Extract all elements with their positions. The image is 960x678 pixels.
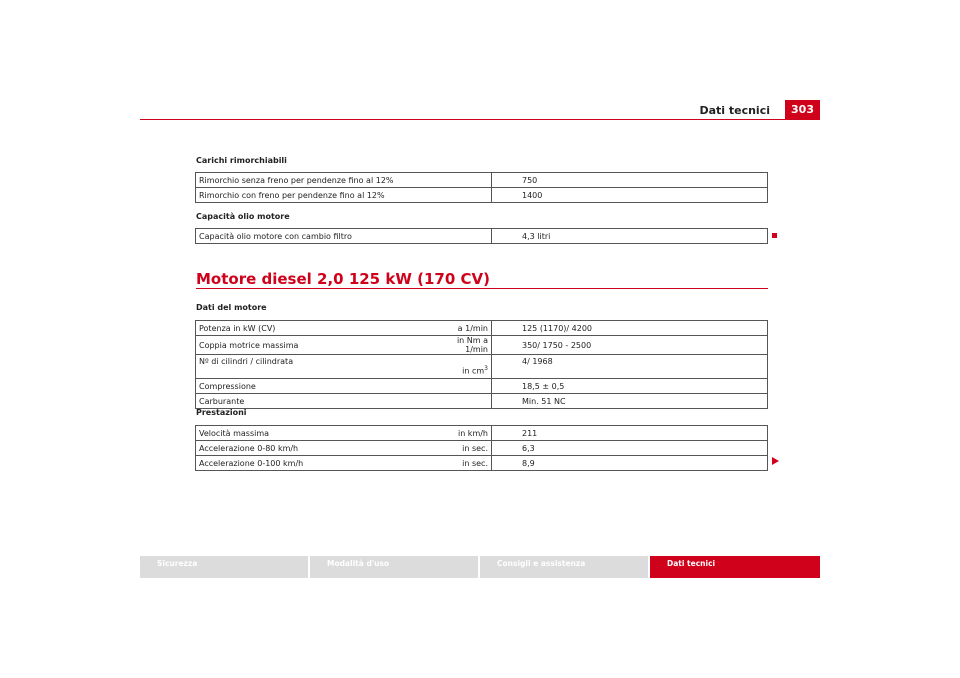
row-value: 750	[492, 173, 768, 188]
row-label: Accelerazione 0-100 km/h	[196, 456, 436, 471]
engine-heading: Motore diesel 2,0 125 kW (170 CV)	[196, 270, 490, 288]
row-label: Carburante	[196, 394, 436, 409]
row-value: 125 (1170)/ 4200	[492, 321, 768, 336]
table-row	[196, 336, 768, 355]
row-unit	[435, 355, 492, 379]
table-row	[196, 188, 768, 203]
row-label: Capacità olio motore con cambio filtro	[196, 229, 436, 244]
row-value: 1400	[492, 188, 768, 203]
row-value: 350/ 1750 - 2500	[492, 336, 768, 355]
row-unit: in sec.	[435, 441, 492, 456]
row-value: 18,5 ± 0,5	[492, 379, 768, 394]
engine-data-section-label: Dati del motore	[196, 303, 267, 312]
footer-tab-consigli-assistenza[interactable]: Consigli e assistenza	[480, 556, 648, 578]
row-label: Accelerazione 0-80 km/h	[196, 441, 436, 456]
running-header-title: Dati tecnici	[699, 104, 770, 117]
footer-nav	[140, 556, 820, 578]
row-unit	[435, 394, 492, 409]
row-value: 4/ 1968	[492, 355, 768, 379]
engine-data-table	[195, 320, 768, 409]
heading-rule	[196, 288, 768, 289]
unit-text: in cm	[462, 367, 485, 376]
row-value: 211	[492, 426, 768, 441]
continue-arrow-icon	[772, 457, 779, 465]
footer-tab-sicurezza[interactable]: Sicurezza	[140, 556, 308, 578]
performance-table	[195, 425, 768, 471]
row-unit	[435, 173, 492, 188]
towing-table	[195, 172, 768, 203]
row-label: Rimorchio senza freno per pendenze fino al 12%	[196, 173, 436, 188]
table-row	[196, 355, 768, 379]
row-label: Coppia motrice massima	[196, 336, 436, 355]
row-unit: a 1/min	[435, 321, 492, 336]
row-label: Compressione	[196, 379, 436, 394]
row-label: Potenza in kW (CV)	[196, 321, 436, 336]
towing-section-label: Carichi rimorchiabili	[196, 156, 287, 165]
row-unit	[435, 379, 492, 394]
section-end-mark	[772, 233, 777, 238]
row-value: Min. 51 NC	[492, 394, 768, 409]
row-label: Nº di cilindri / cilindrata	[196, 355, 436, 379]
table-row	[196, 394, 768, 409]
table-row	[196, 441, 768, 456]
row-unit: in km/h	[435, 426, 492, 441]
row-unit: in Nm a 1/min	[435, 336, 492, 355]
row-unit	[435, 188, 492, 203]
page-number: 303	[785, 100, 820, 119]
row-unit: in sec.	[435, 456, 492, 471]
performance-section-label: Prestazioni	[196, 408, 247, 417]
row-value: 8,9	[492, 456, 768, 471]
row-label: Rimorchio con freno per pendenze fino al 12%	[196, 188, 436, 203]
table-row	[196, 456, 768, 471]
oil-table	[195, 228, 768, 244]
footer-tab-dati-tecnici[interactable]: Dati tecnici	[650, 556, 820, 578]
table-row	[196, 426, 768, 441]
header-rule	[140, 119, 820, 120]
table-row	[196, 229, 768, 244]
table-row	[196, 321, 768, 336]
row-label: Velocità massima	[196, 426, 436, 441]
row-value: 4,3 litri	[492, 229, 768, 244]
oil-section-label: Capacità olio motore	[196, 212, 290, 221]
table-row	[196, 173, 768, 188]
table-row	[196, 379, 768, 394]
row-unit	[435, 229, 492, 244]
footer-tab-modalita-uso[interactable]: Modalità d'uso	[310, 556, 478, 578]
unit-superscript: 3	[484, 365, 488, 373]
row-value: 6,3	[492, 441, 768, 456]
